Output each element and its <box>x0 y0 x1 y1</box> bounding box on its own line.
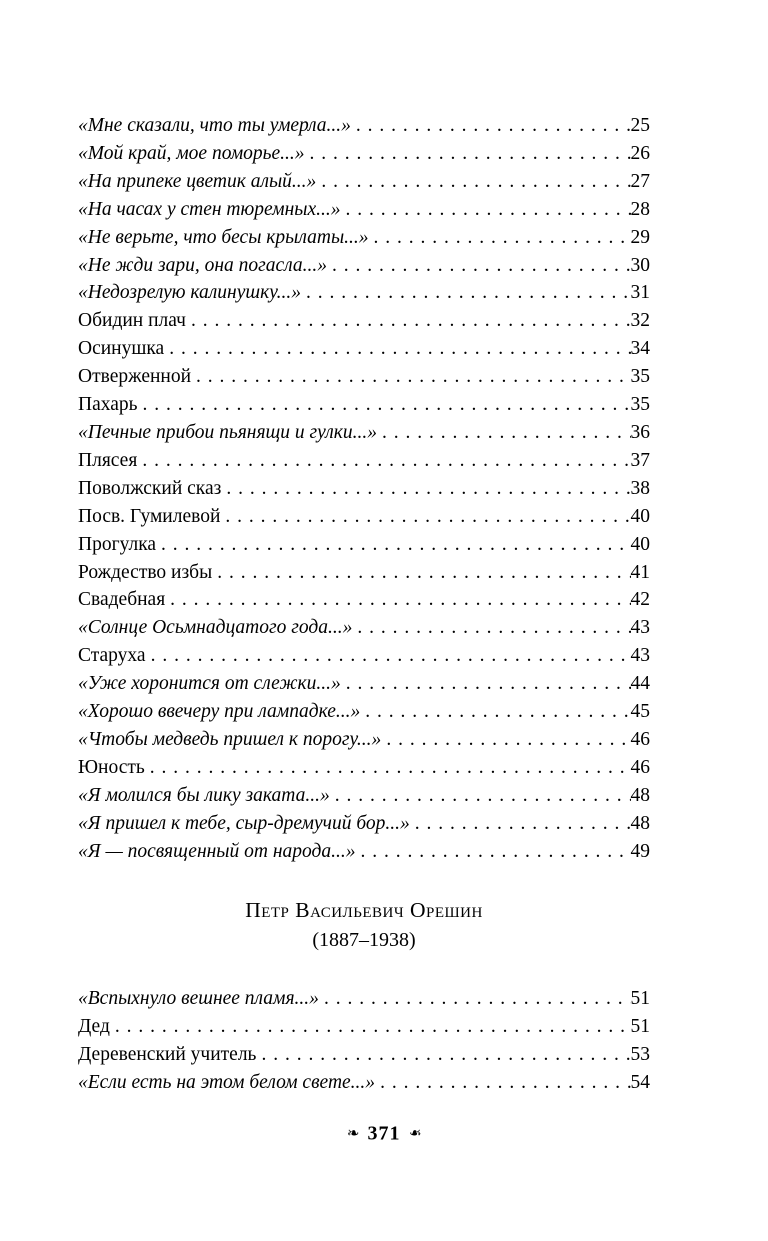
toc-entry-page: 35 <box>630 366 650 388</box>
dot-leader <box>220 503 630 531</box>
dot-leader <box>327 252 630 280</box>
page-number: 371 <box>367 1122 401 1145</box>
toc-entry <box>78 475 650 503</box>
toc-entry-title: «Солнце Осьмнадцатого года...» <box>78 617 353 639</box>
toc-entry-title: «На часах у стен тюремных...» <box>78 198 341 220</box>
toc-entry-title: Осинушка <box>78 338 165 360</box>
toc-entry-title: Старуха <box>78 645 146 667</box>
toc-entry <box>78 670 650 698</box>
toc-entry-page: 29 <box>630 226 650 248</box>
toc-entry-title: Обидин плач <box>78 310 186 332</box>
toc-entry <box>78 363 650 391</box>
toc-entry-page: 46 <box>630 756 650 778</box>
dot-leader <box>352 614 630 642</box>
toc-entry <box>78 419 650 447</box>
toc-entry-page: 30 <box>630 254 650 276</box>
toc-entry-page: 41 <box>630 561 650 583</box>
toc-entry-page: 51 <box>630 1016 650 1038</box>
toc-entry-title: «Уже хоронится от слежки...» <box>78 673 341 695</box>
dot-leader <box>191 363 630 391</box>
toc-entry-page: 46 <box>630 728 650 750</box>
toc-entry-page: 36 <box>630 421 650 443</box>
toc-entry-title: Деревенский учитель <box>78 1044 257 1066</box>
dot-leader <box>156 531 630 559</box>
dot-leader <box>319 985 631 1013</box>
toc-entry <box>78 698 650 726</box>
toc-entry-title: Пахарь <box>78 394 138 416</box>
toc-entry-title: Юность <box>78 756 145 778</box>
toc-entry <box>78 531 650 559</box>
toc-entry <box>78 140 650 168</box>
section-heading <box>78 895 650 955</box>
dot-leader <box>356 838 631 866</box>
toc-entry <box>78 642 650 670</box>
toc-list-second <box>78 985 650 1097</box>
dot-leader <box>377 419 630 447</box>
toc-entry-page: 49 <box>630 840 650 862</box>
toc-entry-page: 38 <box>630 477 650 499</box>
toc-entry-title: Свадебная <box>78 589 166 611</box>
toc-entry-title: «Я пришел к тебе, сыр-дремучий бор...» <box>78 812 410 834</box>
toc-entry-title: Посв. Гумилевой <box>78 505 221 527</box>
toc-entry-page: 45 <box>630 701 650 723</box>
toc-entry-page: 43 <box>630 617 650 639</box>
toc-entry <box>78 1013 650 1041</box>
dot-leader <box>410 810 631 838</box>
toc-entry-page: 53 <box>630 1044 650 1066</box>
page-footer <box>0 1118 768 1148</box>
toc-entry-title: Рождество избы <box>78 561 213 583</box>
toc-entry-title: «Хорошо ввечеру при лампадке...» <box>78 701 361 723</box>
dot-leader <box>165 586 630 614</box>
dot-leader <box>305 140 631 168</box>
toc-entry-page: 44 <box>630 673 650 695</box>
toc-entry-page: 28 <box>630 198 650 220</box>
toc-entry <box>78 782 650 810</box>
toc-entry-page: 43 <box>630 645 650 667</box>
toc-entry-page: 34 <box>630 338 650 360</box>
dot-leader <box>301 279 630 307</box>
toc-entry <box>78 810 650 838</box>
toc-entry <box>78 614 650 642</box>
toc-entry-page: 42 <box>630 589 650 611</box>
floral-ornament-right-icon: ❧ <box>408 1124 422 1143</box>
toc-entry <box>78 279 650 307</box>
toc-entry <box>78 726 650 754</box>
dot-leader <box>145 754 631 782</box>
dot-leader <box>341 670 631 698</box>
toc-entry-title: «Если есть на этом белом свете...» <box>78 1072 376 1094</box>
toc-entry-page: 51 <box>630 988 650 1010</box>
toc-entry <box>78 112 650 140</box>
dot-leader <box>316 168 630 196</box>
dot-leader <box>341 196 631 224</box>
toc-entry-page: 54 <box>630 1072 650 1094</box>
toc-entry <box>78 503 650 531</box>
toc-entry-title: Отверженной <box>78 366 192 388</box>
dot-leader <box>360 698 630 726</box>
toc-entry-title: «Не верьте, что бесы крылаты...» <box>78 226 369 248</box>
toc-list-first <box>78 112 650 865</box>
toc-entry-page: 31 <box>630 282 650 304</box>
floral-ornament-left-icon: ❧ <box>346 1124 360 1143</box>
toc-entry <box>78 447 650 475</box>
dot-leader <box>110 1013 631 1041</box>
dot-leader <box>137 447 630 475</box>
toc-entry <box>78 586 650 614</box>
toc-entry <box>78 391 650 419</box>
toc-entry-title: Плясея <box>78 449 138 471</box>
toc-entry-page: 40 <box>630 533 650 555</box>
toc-entry-page: 27 <box>630 170 650 192</box>
dot-leader <box>375 1069 630 1097</box>
toc-entry-page: 40 <box>630 505 650 527</box>
dot-leader <box>330 782 631 810</box>
toc-entry <box>78 1069 650 1097</box>
dot-leader <box>186 307 631 335</box>
dot-leader <box>138 391 631 419</box>
toc-entry-title: Дед <box>78 1016 110 1038</box>
toc-entry <box>78 559 650 587</box>
toc-entry-title: «Чтобы медведь пришел к порогу...» <box>78 728 382 750</box>
dot-leader <box>146 642 631 670</box>
toc-entry <box>78 307 650 335</box>
toc-entry-page: 25 <box>630 115 650 136</box>
toc-entry <box>78 838 650 866</box>
toc-entry-title: Поволжский сказ <box>78 477 222 499</box>
toc-entry-title: Прогулка <box>78 533 157 555</box>
toc-entry-title: «Печные прибои пьянящи и гулки...» <box>78 421 378 443</box>
toc-entry-title: «Вспыхнуло вешнее пламя...» <box>78 988 319 1010</box>
toc-entry <box>78 754 650 782</box>
author-name: Петр Васильевич Орешин <box>245 898 483 923</box>
dot-leader <box>369 224 631 252</box>
toc-entry <box>78 168 650 196</box>
dot-leader <box>221 475 630 503</box>
toc-entry-title: «На припеке цветик алый...» <box>78 170 317 192</box>
toc-entry-title: «Не жди зари, она погасла...» <box>78 254 328 276</box>
toc-entry-page: 26 <box>630 142 650 164</box>
toc-entry-page: 35 <box>630 394 650 416</box>
toc-entry <box>78 196 650 224</box>
toc-entry <box>78 335 650 363</box>
toc-entry-page: 32 <box>630 310 650 332</box>
dot-leader <box>164 335 630 363</box>
toc-entry <box>78 252 650 280</box>
toc-entry-page: 37 <box>630 449 650 471</box>
toc-entry-title: «Мой край, мое поморье...» <box>78 142 305 164</box>
author-years: (1887–1938) <box>312 929 416 952</box>
toc-entry-title: «Я молился бы лику заката...» <box>78 784 330 806</box>
toc-entry-page: 48 <box>630 812 650 834</box>
toc-entry-page: 48 <box>630 784 650 806</box>
toc-entry-title: «Мне сказали, что ты умерла...» <box>78 115 351 136</box>
dot-leader <box>256 1041 630 1069</box>
toc-entry-title: «Недозрелую калинушку...» <box>78 282 302 304</box>
dot-leader <box>212 559 630 587</box>
dot-leader <box>381 726 630 754</box>
toc-entry <box>78 1041 650 1069</box>
toc-entry <box>78 224 650 252</box>
toc-entry-title: «Я — посвященный от народа...» <box>78 840 356 862</box>
dot-leader <box>351 112 631 140</box>
toc-entry <box>78 985 650 1013</box>
